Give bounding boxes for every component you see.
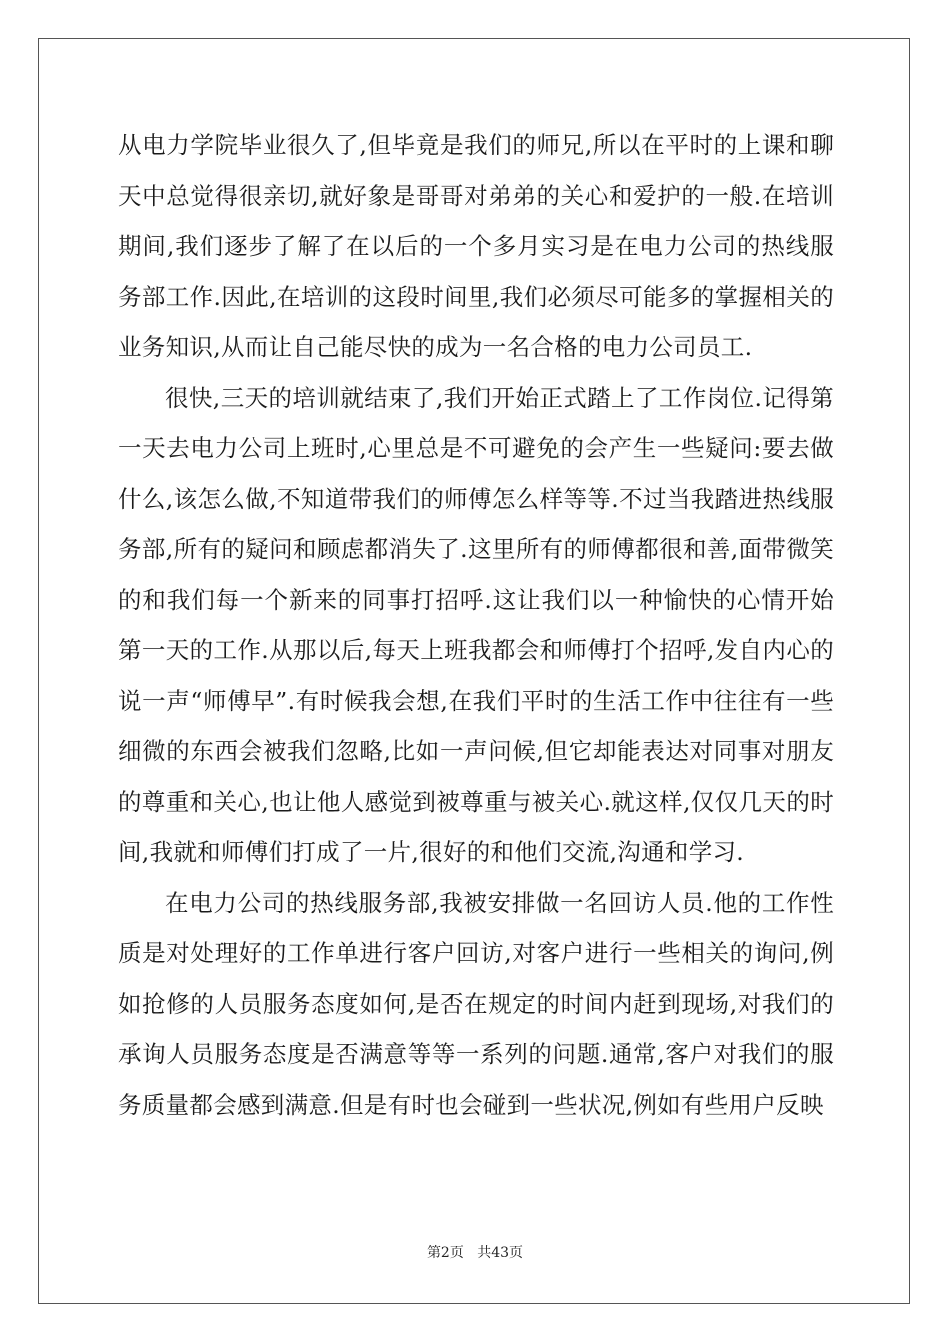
total-pages: 共43页: [477, 1245, 524, 1261]
paragraph-first-day: 很快,三天的培训就结束了,我们开始正式踏上了工作岗位.记得第一天去电力公司上班时,心里总是不可避免的会产生一些疑问:要去做什么,该怎么做,不知道带我们的师傅怎么样等等.不过当我踏进热线服务部,所有的疑问和顾虑都消失了.这里所有的师傅都很和善,面带微笑的和我们每一个新来的同事打招呼.这让我们以一种愉快的心情开始第一天的工作.从那以后,每天上班我都会和师傅打个招呼,发自内心的说一声“师傅早”.有时候我会想,在我们平时的生活工作中往往有一些细微的东西会被我们忽略,比如一声问候,但它却能表达对同事对朋友的尊重和关心,也让他人感觉到被尊重与被关心.就这样,仅仅几天的时间,我就和师傅们打成了一片,很好的和他们交流,沟通和学习.: [118, 383, 834, 866]
document-body: [118, 120, 834, 1130]
paragraph-continuation: 从电力学院毕业很久了,但毕竟是我们的师兄,所以在平时的上课和聊天中总觉得很亲切,就好象是哥哥对弟弟的关心和爱护的一般.在培训期间,我们逐步了解了在以后的一个多月实习是在电力公司的热线服务部工作.因此,在培训的这段时间里,我们必须尽可能多的掌握相关的业务知识,从而让自己能尽快的成为一名合格的电力公司员工.: [118, 131, 834, 361]
page-footer: [0, 1244, 950, 1262]
paragraph-callback-role: 在电力公司的热线服务部,我被安排做一名回访人员.他的工作性质是对处理好的工作单进行客户回访,对客户进行一些相关的询问,例如抢修的人员服务态度如何,是否在规定的时间内赶到现场,对我们的承询人员服务态度是否满意等等一系列的问题.通常,客户对我们的服务质量都会感到满意.但是有时也会碰到一些状况,例如有些用户反映: [118, 888, 834, 1119]
page-number: 第2页: [426, 1245, 464, 1261]
